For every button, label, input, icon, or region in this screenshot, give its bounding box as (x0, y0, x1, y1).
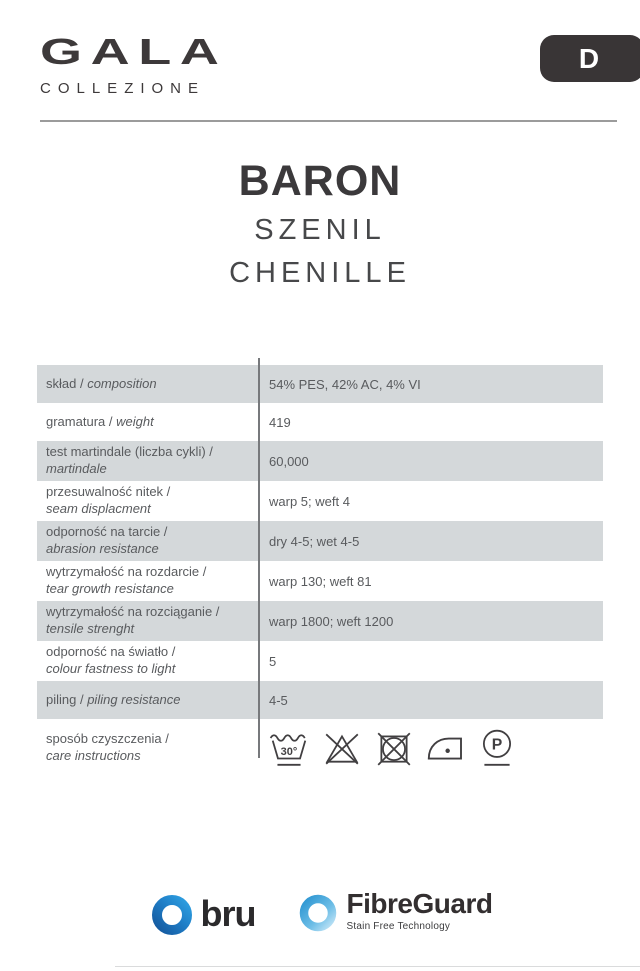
footer-divider-line (115, 966, 640, 967)
care-symbols (258, 727, 603, 769)
fabric-type-en: CHENILLE (229, 256, 411, 289)
row-label: przesuwalność nitek / seam displacment (46, 484, 171, 516)
row-value: 54% PES, 42% AC, 4% VI (269, 376, 421, 392)
row-label: test martindale (liczba cykli) / martindale (46, 444, 213, 476)
category-badge-d: D (540, 35, 640, 82)
row-value: warp 5; weft 4 (269, 493, 350, 509)
row-value: 4-5 (269, 692, 288, 708)
certification-logos (0, 890, 640, 938)
row-label: gramatura / weight (46, 413, 154, 429)
table-column-divider (258, 358, 260, 758)
table-row (37, 481, 603, 521)
row-label: wytrzymałość na rozciąganie / tensile strenght (46, 604, 220, 636)
fibreguard-logo-text: FibreGuard (346, 888, 493, 919)
table-row (37, 561, 603, 601)
fibreguard-text-block (347, 890, 493, 932)
wash-30-mild-icon (269, 727, 309, 769)
svg-text:30°: 30° (280, 745, 298, 758)
row-value: dry 4-5; wet 4-5 (269, 533, 360, 549)
row-value: 5 (269, 653, 277, 669)
table-row (37, 365, 603, 403)
title-block (0, 158, 640, 290)
table-row (37, 521, 603, 561)
do-not-bleach-icon (322, 728, 362, 768)
row-label: odporność na tarcie / abrasion resistance (46, 524, 168, 556)
row-label: piling / piling resistance (46, 691, 181, 707)
table-row (37, 441, 603, 481)
professional-dry-clean-p-gentle-icon (479, 727, 515, 769)
table-row (37, 681, 603, 719)
spec-table (37, 365, 603, 777)
gala-collezione-logo (40, 31, 228, 97)
table-row (37, 403, 603, 441)
fabric-name: BARON (238, 157, 402, 205)
row-label: skład / composition (46, 375, 157, 391)
iron-low-one-dot-icon (426, 730, 466, 766)
fibreguard-tagline: Stain Free Technology (346, 921, 451, 932)
row-value: 60,000 (269, 453, 309, 469)
table-row-care-instructions (37, 719, 603, 777)
table-row (37, 641, 603, 681)
row-label: wytrzymałość na rozdarcie / tear growth resistance (46, 564, 207, 596)
row-value: warp 130; weft 81 (269, 573, 372, 589)
bru-logo-text: bru (200, 893, 256, 934)
row-value: 419 (269, 414, 291, 430)
row-label: sposób czyszczenia / care instructions (46, 731, 169, 763)
table-row (37, 601, 603, 641)
svg-text:P: P (491, 736, 503, 754)
row-label: odporność na światło / colour fastness to light (46, 644, 176, 676)
header-divider-line (40, 120, 617, 122)
collezione-logo-text: COLLEZIONE (40, 80, 206, 97)
fabric-type-pl: SZENIL (254, 214, 386, 247)
gala-logo-wordmark: GALA (40, 31, 228, 73)
row-value: warp 1800; weft 1200 (269, 613, 394, 629)
bru-logo (148, 890, 256, 938)
care-icons-group (269, 727, 603, 769)
do-not-tumble-dry-icon (375, 728, 413, 768)
fibreguard-logo (296, 890, 493, 934)
fibreguard-ring-icon (296, 890, 340, 934)
bru-ring-icon (148, 890, 196, 938)
